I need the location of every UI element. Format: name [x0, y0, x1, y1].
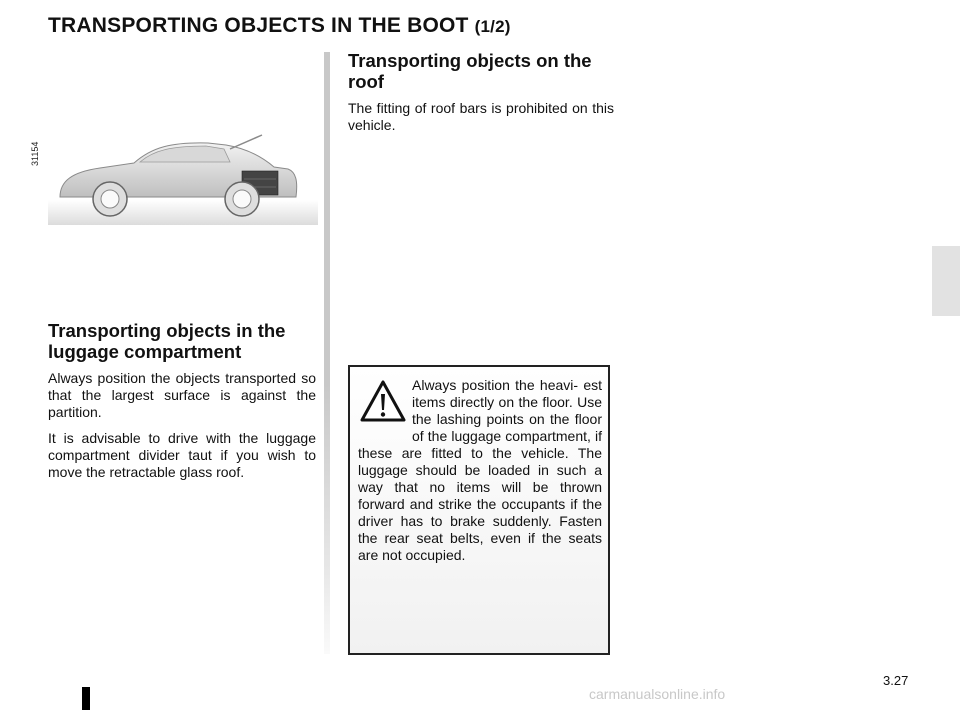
heading-line: Transporting objects in the [48, 320, 286, 341]
paragraph: The fitting of roof bars is prohibited on this vehicle. [348, 100, 614, 133]
figure-reference-number: 31154 [30, 141, 40, 166]
paragraph: Always position the objects transported so that the largest surface is against the partition. [48, 370, 316, 420]
page-part-indicator: (1/2) [474, 17, 511, 36]
column-divider [324, 52, 330, 654]
car-window [140, 146, 230, 162]
warning-text: Always position the heavi- est items directly on the floor. Use the lashing points on the floor of the luggage compartment, if these are fitted to the vehicle. The luggage should be loaded in such a way that no items will be thrown forward and strike the occupants if the driver has to brake suddenly. Fasten the rear seat belts, even if the seats are not occupied. [358, 377, 602, 563]
open-boot-lid [230, 135, 262, 149]
heading-line: Transporting objects on the [348, 50, 592, 71]
floor-shadow [48, 200, 318, 225]
luggage-compartment-heading [48, 320, 316, 362]
crop-mark [82, 687, 90, 710]
roof-transport-heading [348, 50, 614, 92]
heading-line: roof [348, 71, 384, 92]
roof-transport-section [348, 50, 614, 143]
car-illustration [48, 115, 318, 240]
page-title [48, 14, 511, 38]
page-number: 3.27 [883, 673, 909, 688]
paragraph: It is advisable to drive with the luggage compartment divider taut if you wish to move the retractable glass roof. [48, 430, 316, 480]
warning-text-block [358, 377, 602, 564]
warning-box [348, 365, 610, 655]
page-title-text: TRANSPORTING OBJECTS IN THE BOOT [48, 14, 469, 37]
luggage-compartment-section [48, 320, 316, 490]
watermark: carmanualsonline.info [589, 686, 726, 702]
chapter-tab [932, 246, 960, 316]
heading-line: luggage compartment [48, 341, 242, 362]
